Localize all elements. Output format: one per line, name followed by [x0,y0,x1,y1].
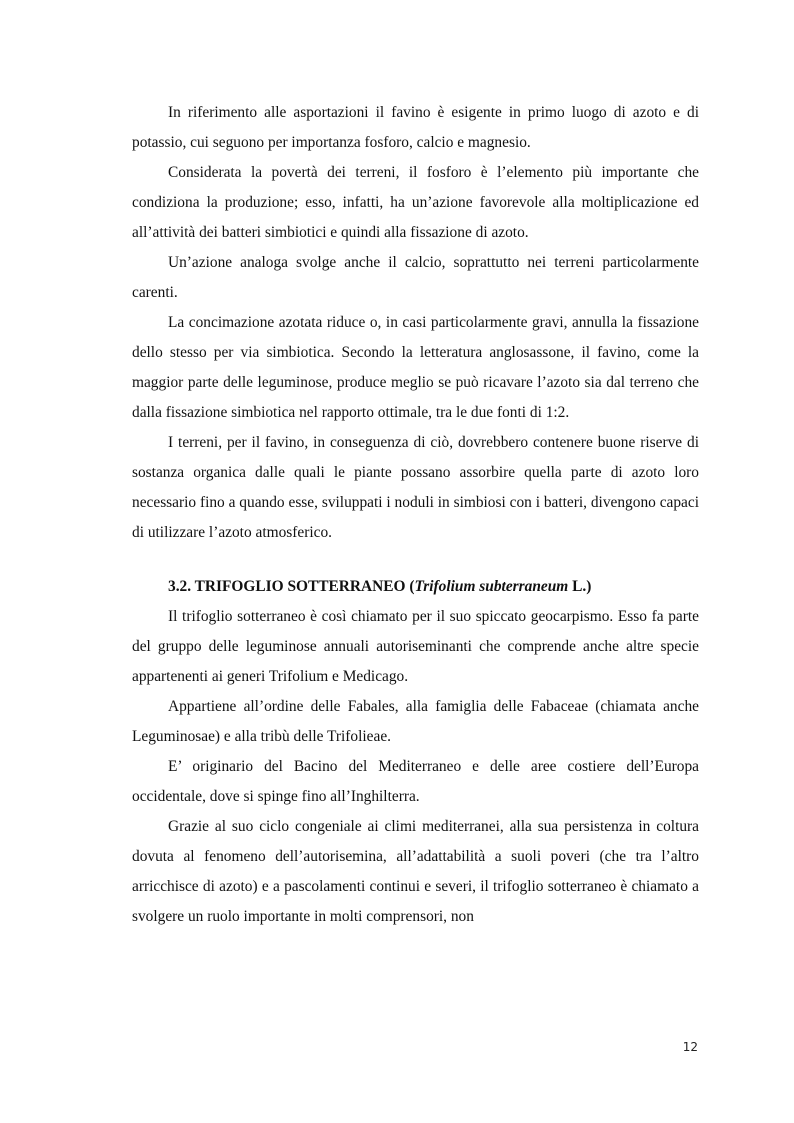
paragraph: Grazie al suo ciclo congeniale ai climi mediterranei, alla sua persistenza in coltura dovuta al fenomeno dell’autorisemina, all’adattabilità a suoli poveri (che tra l’altro arricchisce di azoto) e a pascolamenti continui e severi, il trifoglio sotterraneo è chiamato a svolgere un ruolo importante in molti comprensori, non [132,818,699,925]
paragraph: I terreni, per il favino, in conseguenza di ciò, dovrebbero contenere buone riserve di sostanza organica dalle quali le piante possano assorbire quella parte di azoto loro necessario fino a quando esse, sviluppati i noduli in simbiosi con i batteri, divengono capaci di utilizzare l’azoto atmosferico. [132,434,699,541]
paragraph: Considerata la povertà dei terreni, il fosforo è l’elemento più importante che condiziona la produzione; esso, infatti, ha un’azione favorevole alla moltiplicazione ed all’attività dei batteri simbiotici e quindi alla fissazione di azoto. [132,164,699,241]
page-number: 12 [682,1040,698,1054]
section-heading [132,572,699,602]
paragraph: E’ originario del Bacino del Mediterraneo e delle aree costiere dell’Europa occidentale, dove si spinge fino all’Inghilterra. [132,758,699,805]
paragraph: In riferimento alle asportazioni il favino è esigente in primo luogo di azoto e di potassio, cui seguono per importanza fosforo, calcio e magnesio. [132,104,699,151]
paragraph: Appartiene all’ordine delle Fabales, alla famiglia delle Fabaceae (chiamata anche Leguminosae) e alla tribù delle Trifolieae. [132,698,699,745]
paragraph: Il trifoglio sotterraneo è così chiamato per il suo spiccato geocarpismo. Esso fa parte del gruppo delle leguminose annuali autoriseminanti che comprende anche altre specie appartenenti ai generi Trifolium e Medicago. [132,608,699,685]
section-heading-author: L.) [568,578,592,595]
paragraph: Un’azione analoga svolge anche il calcio, soprattutto nei terreni particolarmente carenti. [132,254,699,301]
body-text [132,98,699,932]
section-heading-title: 3.2. TRIFOGLIO SOTTERRANEO ( [168,578,415,595]
paragraph: La concimazione azotata riduce o, in casi particolarmente gravi, annulla la fissazione dello stesso per via simbiotica. Secondo la letteratura anglosassone, il favino, come la maggior parte delle leguminose, produce meglio se può ricavare l’azoto sia dal terreno che dalla fissazione simbiotica nel rapporto ottimale, tra le due fonti di 1:2. [132,314,699,421]
section-heading-species: Trifolium subterraneum [414,578,569,595]
